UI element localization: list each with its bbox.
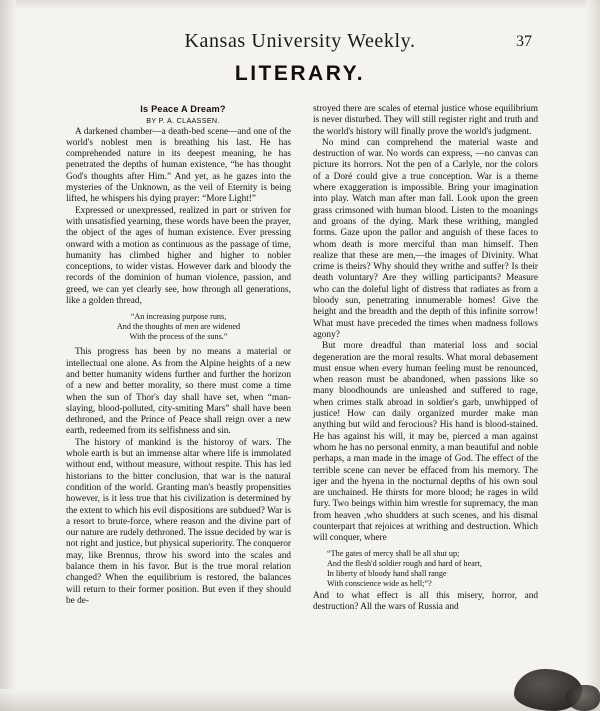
article-byline: BY P. A. CLAASSEN. — [146, 116, 220, 126]
verse-line: And the thoughts of men are widened — [116, 322, 241, 332]
column-right — [313, 104, 538, 613]
section-heading-label: LITERARY. — [234, 62, 366, 85]
verse-block — [66, 312, 291, 342]
verse-line: In liberty of bloody hand shall range — [327, 568, 447, 578]
verse-line: “The gates of mercy shall be all shut up; — [327, 548, 460, 558]
paragraph: No mind can comprehend the material waste and destruction of war. No words can express, —no canvas can picture its horrors. Not the pen of a Carlyle, nor the colors of a Doré could give a true conception. War is a theme where exaggeration is impossible. Bring your imagination into play. Watch man after man fall. Look upon the green grass crimsoned with human blood. Listen to the moanings and groans of the dying. Mark these writhing, mangled forms. Gaze upon the pallor and anguish of these faces to whom death is more merciful than man himself. Then realize that these are men,—the images of Divinity. What crime is theirs? Why should they writhe and suffer? Is their death voluntary? Are they willing participants? Measure who can the doleful light of distress that radiates as from a bloody sun, penetrating innumerable homes! Give the height and the breadth and the depth of this infinite sorrow! What must have preceded the times when madness follows agony? — [313, 137, 538, 340]
paragraph: A darkened chamber—a death-bed scene—and one of the world's noblest men is breathing his last. He has comprehended nature in its deepest meaning, he has penetrated the depths of human existence, “he has thought God's thoughts after Him.” And yet, as he gazes into the mysteries of the Unknown, as the veil of Eternity is being lifted, he whispers his dying prayer: “More Light!” — [66, 126, 291, 205]
page-number: 37 — [516, 33, 532, 50]
verse-line: With the process of the suns.” — [129, 332, 228, 342]
paragraph: stroyed there are scales of eternal justice whose equilibrium is never disturbed. They will still register right and truth and the world's history will finally prove the world's judgment. — [313, 104, 538, 137]
column-left — [66, 104, 291, 613]
verse-block — [313, 549, 538, 589]
scanner-thumb-artifact-secondary — [566, 685, 600, 711]
article-title: Is Peace A Dream? — [140, 104, 226, 114]
masthead — [0, 30, 600, 53]
verse-line: And the flesh'd soldier rough and hard of heart, — [327, 558, 482, 568]
verse-line: With conscience wide as hell;”? — [327, 578, 432, 588]
section-heading — [0, 62, 600, 86]
paragraph: And to what effect is all this misery, horror, and destruction? All the wars of Russia and — [313, 590, 538, 612]
paragraph: This progress has been by no means a material or intellectual one alone. As from the Alpine heights of a new and better humanity widens further and further the horizon of a new and better morality, so there must come a time when the sun of Thor's day shall have set, when “man-slaying, blood-polluted, city-smiting Mars” shall have been dethroned, and the Prince of Peace shall reign over a new earth, redeemed from its selfishness and sin. — [66, 347, 291, 437]
publication-title: Kansas University Weekly. — [184, 30, 416, 52]
scan-edge-top — [0, 0, 600, 10]
verse-line: “An increasing purpose runs, — [130, 312, 227, 322]
paragraph: But more dreadful than material loss and social degeneration are the moral results. What moral debasement must ensue when every human feeling must be renounced, when reason must be abandoned, when passions like so many bloodhounds are unleashed and suffered to rage, when crimes stalk abroad in soldier's garb, unwhipped of justice! How can daily organized murder make man anything but wild and ferocious? His hand is blood-stained. He has against his will, it may be, pierced a man against whom he has no personal enmity, a man beautiful and noble perhaps, a man made in the image of God. The effect of the terrible scene can never be effaced from his memory. The iger and the hyena in the nocturnal depths of his own soul are unchained. He thirsts for more blood; he rages in wild fury. Two beings within him wrestle for supremacy, the man from heaven ,who shudders at such scenes, and his dismal counterpart that rejoices at writhing and destruction. Which will conquer, where — [313, 341, 538, 544]
paragraph: Expressed or unexpressed, realized in part or striven for with unsatisfied yearning, these words have been the prayer, the object of the ages of human existence. Ever pressing onward with a motion as continuous as the passage of time, humanity has climbed higher and higher to nobler conceptions, to wider vistas. However dark and bloody the records of the dominion of human violence, passion, and greed, we can yet clearly see, how through all generations, like a golden thread, — [66, 205, 291, 307]
paragraph: The history of mankind is the historoy of wars. The whole earth is but an immense altar where life is immolated without end, without measure, without respite. This has led historians to the bitter conclusion, that war is the natural condition of the world. Granting man's beastly propensities however, is it less true that his civilization is determined by the extent to which his evil dispositions are subdued? War is a resort to brute-force, where reason and the divine part of our nature are rudely dethroned. The issue decided by war is not right and justice, but physical superiority. The conqueror may, like Brennus, throw his sword into the scales and balance them in his favor. But is the true moral relation changed? When the equilibrium is restored, the balances will return to their former position. But even if they should be de- — [66, 437, 291, 606]
text-columns — [66, 104, 538, 613]
scan-edge-right — [586, 0, 600, 711]
scan-edge-bottom — [0, 689, 600, 711]
scan-edge-left — [0, 0, 16, 711]
